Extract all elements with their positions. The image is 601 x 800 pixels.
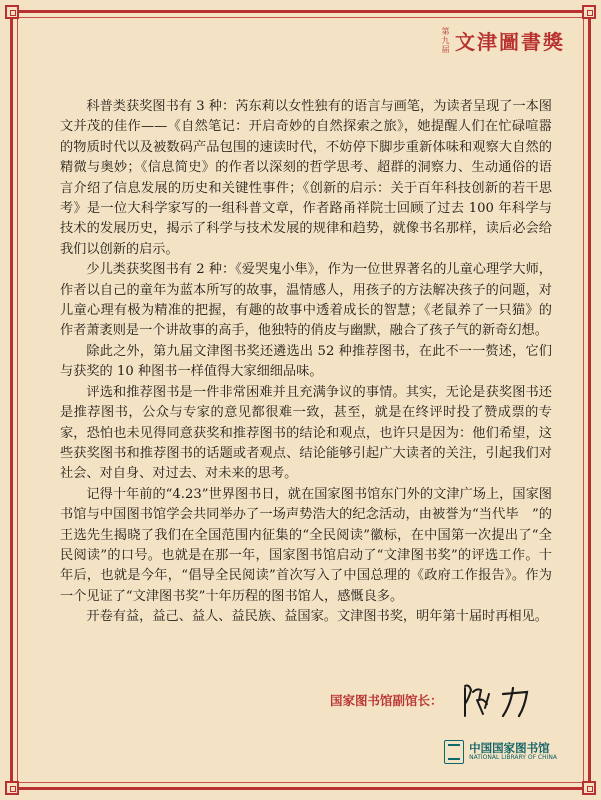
paragraph-selection: 评选和推荐图书是一件非常困难并且充满争议的事情。其实，无论是获奖图书还是推荐图书，公众与专家的意见都很难一致，甚至，就是在终评时投了赞成票的专家，恐怕也未见得同意获奖和推荐图书的结论和观点，也许只是因为：他们希望，这些获奖图书和推荐图书的话题或者观点、结论能够引起广大读者的关注，引起我们对社会、对自身、对过去、对未来的思考。 [60, 384, 552, 482]
library-name-cn: 中国国家图书馆 [469, 741, 550, 756]
corner-ornament [5, 781, 19, 795]
paragraph-science: 科普类获奖图书有 3 种：芮东莉以女性独有的语言与画笔，为读者呈现了一本图文并茂的佳作——《自然笔记：开启奇妙的自然探索之旅》，她提醒人们在忙碌喧嚣的物质时代以及被数码产品包围的速读时代，不妨停下脚步重新体味和观察大自然的精微与奥妙；《信息简史》的作者以深刻的哲学思考、超群的洞察力、生动通俗的语言介绍了信息发展的历史和关键性事件；《创新的启示：关于百年科技创新的若干思考》是一位大科学家写的一组科普文章，作者路甬祥院士回顾了过去 100 年科学与技术的发展历史，揭示了科学与技术发展的规律和趋势，就像书名那样，读后必会给我们以创新的启示。 [60, 99, 552, 257]
handwritten-signature [459, 680, 539, 720]
paragraph-history: 记得十年前的“4.23”世界图书日，就在国家图书馆东门外的文津广场上，国家图书馆与中国图书馆学会共同举办了一场声势浩大的纪念活动，由被誉为“当代毕 ”的王选先生揭晓了我们在全国范围内征集的“全民阅读”徽标，在中国第一次提出了“全民阅读”的口号。也就是在那一年，国家图书馆启动了“文津图书奖”的评选工作。十年后，也就是今年，“倡导全民阅读”首次写入了中国总理的《政府工作报告》。作为一个见证了“文津图书奖”十年历程的图书馆人，感慨良多。 [60, 486, 552, 604]
library-emblem-icon [444, 740, 464, 764]
library-name-en: NATIONAL LIBRARY OF CHINA [469, 754, 557, 762]
award-logo [441, 26, 565, 55]
corner-ornament [582, 5, 596, 19]
paragraph-children: 少儿类获奖图书有 2 种：《爱哭鬼小隼》，作为一位世界著名的儿童心理学大师，作者以自己的童年为蓝本所写的故事，温情感人，用孩子的方法解决孩子的问题，对儿童心理有极为精准的把握，有趣的故事中透着成长的智慧；《老鼠养了一只猫》的作者萧袤则是一个讲故事的高手，他独特的俏皮与幽默，融合了孩子气的新奇幻想。 [60, 262, 552, 339]
corner-ornament [5, 5, 19, 19]
award-name: 文津圖書獎 [455, 30, 565, 54]
signatory-title: 国家图书馆副馆长： [330, 693, 443, 708]
award-edition: 第九届 [441, 27, 450, 54]
corner-ornament [582, 781, 596, 795]
paragraph-recommended: 除此之外，第九届文津图书奖还遴选出 52 种推荐图书，在此不一一赘述，它们与获奖的 10 种图书一样值得大家细细品味。 [60, 343, 552, 380]
library-logo [444, 740, 557, 764]
signature-block [330, 680, 539, 720]
article-body [60, 97, 552, 628]
paragraph-closing: 开卷有益，益己、益人、益民族、益国家。文津图书奖，明年第十届时再相见。 [86, 609, 548, 625]
